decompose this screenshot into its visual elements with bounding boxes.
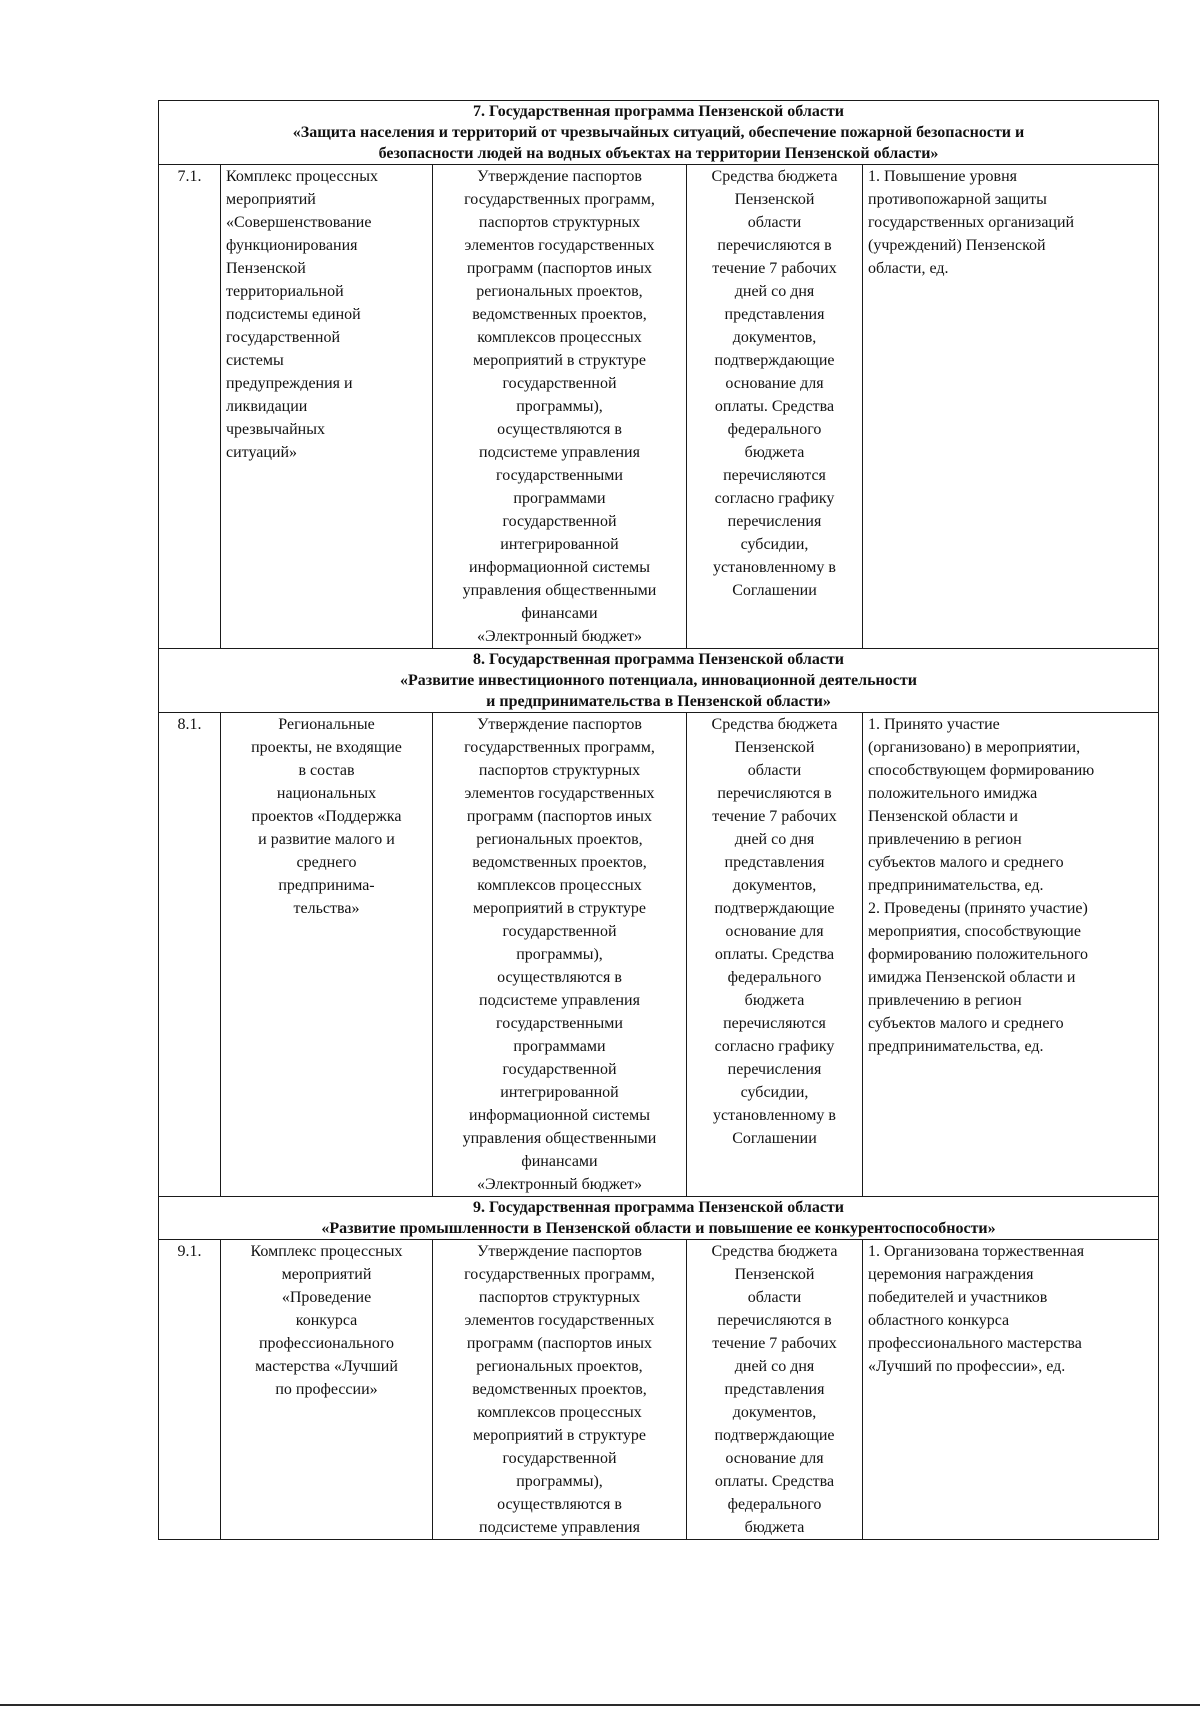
cell-text-line: ведомственных проектов,	[472, 306, 647, 323]
row-number: 7.1.	[159, 165, 221, 649]
cell-text-line: согласно графику	[714, 1038, 835, 1055]
cell-text-line: подтверждающие	[714, 1427, 835, 1444]
cell-text-line: Пензенской	[734, 191, 815, 208]
cell-text-line: Пензенской	[226, 260, 306, 277]
cell-text-line: подсистеме управления	[479, 992, 640, 1009]
cell-text-line: программ (паспортов иных	[466, 808, 653, 825]
cell-text-line: представления	[724, 854, 825, 871]
cell-text-line: способствующем формированию	[868, 762, 1095, 779]
cell-text-line: государственной	[502, 1450, 617, 1467]
cell-text-line: мероприятий	[226, 191, 316, 208]
cell-text-line: течение 7 рабочих	[712, 808, 837, 825]
cell-text-line: осуществляются в	[497, 421, 622, 438]
cell-text-line: предпринима-	[278, 877, 375, 894]
cell-text-line: Утверждение паспортов	[477, 168, 642, 185]
cell-text-line: проекты, не входящие	[251, 739, 402, 756]
cell-text-line: (организовано) в мероприятии,	[868, 739, 1081, 756]
cell-text-line: Утверждение паспортов	[477, 1243, 642, 1260]
cell-text-line: государственными	[496, 467, 623, 484]
cell-text-line: области	[747, 1289, 802, 1306]
cell-text-line: и развитие малого и	[258, 831, 395, 848]
cell-text-line: государственной	[502, 513, 617, 530]
cell-text-line: ситуаций»	[226, 444, 298, 461]
cell-text-line: имиджа Пензенской области и	[868, 969, 1076, 986]
cell-text-line: подсистеме управления	[479, 1519, 640, 1536]
cell-text-line: Утверждение паспортов	[477, 716, 642, 733]
row-number: 8.1.	[159, 713, 221, 1197]
cell-text-line: программами	[513, 490, 606, 507]
cell-text-line: положительного имиджа	[868, 785, 1038, 802]
cell-text-line: Средства бюджета	[711, 716, 838, 733]
cell-text-line: федерального	[727, 969, 822, 986]
cell-text-line: Пензенской	[734, 1266, 815, 1283]
cell-text-line: оплаты. Средства	[714, 1473, 835, 1490]
cell-text-line: установленному в	[713, 1107, 836, 1124]
program-title-line: «Защита населения и территорий от чрезвычайных ситуаций, обеспечение пожарной безопасности и	[292, 124, 1025, 141]
cell-text-line: противопожарной защиты	[868, 191, 1047, 208]
cell-text-line: «Электронный бюджет»	[477, 628, 642, 645]
cell-text-line: победителей и участников	[868, 1289, 1048, 1306]
table-row	[159, 713, 1159, 1197]
cell-text-line: государственных программ,	[464, 739, 655, 756]
cell-text-line: региональных проектов,	[476, 283, 643, 300]
program-title	[159, 649, 1159, 713]
funding-cell	[687, 165, 863, 649]
cell-text-line: профессионального мастерства	[868, 1335, 1082, 1352]
cell-text-line: субъектов малого и среднего	[868, 1015, 1064, 1032]
result-cell	[863, 165, 1159, 649]
cell-text-line: согласно графику	[714, 490, 835, 507]
cell-text-line: элементов государственных	[464, 1312, 655, 1329]
cell-text-line: бюджета	[744, 1519, 805, 1536]
cell-text-line: области	[747, 762, 802, 779]
cell-text-line: интегрированной	[500, 536, 619, 553]
programs-table	[158, 100, 1159, 1540]
cell-text-line: государственной	[502, 923, 617, 940]
cell-text-line: управления общественными	[462, 1130, 657, 1147]
cell-text-line: ликвидации	[226, 398, 308, 415]
result-cell	[863, 1240, 1159, 1540]
cell-text-line: ведомственных проектов,	[472, 1381, 647, 1398]
cell-text-line: элементов государственных	[464, 785, 655, 802]
cell-text-line: в состав	[298, 762, 355, 779]
cell-text-line: комплексов процессных	[477, 877, 642, 894]
cell-text-line: представления	[724, 1381, 825, 1398]
cell-text-line: оплаты. Средства	[714, 946, 835, 963]
cell-text-line: документов,	[732, 329, 817, 346]
cell-text-line: представления	[724, 306, 825, 323]
cell-text-line: осуществляются в	[497, 1496, 622, 1513]
cell-text-line: комплексов процессных	[477, 1404, 642, 1421]
cell-text-line: мастерства «Лучший	[255, 1358, 398, 1375]
cell-text-line: оплаты. Средства	[714, 398, 835, 415]
cell-text-line: предпринимательства, ед.	[868, 1038, 1044, 1055]
procedure-cell	[433, 165, 687, 649]
measure-name-cell	[221, 165, 433, 649]
cell-text-line: мероприятий в структуре	[473, 352, 646, 369]
cell-text-line: государственных программ,	[464, 191, 655, 208]
result-cell	[863, 713, 1159, 1197]
cell-text-line: государственных программ,	[464, 1266, 655, 1283]
cell-text-line: основание для	[725, 375, 824, 392]
program-header-row	[159, 649, 1159, 713]
cell-text-line: привлечению в регион	[868, 831, 1022, 848]
cell-text-line: Соглашении	[732, 1130, 817, 1147]
cell-text-line: комплексов процессных	[477, 329, 642, 346]
cell-text-line: субъектов малого и среднего	[868, 854, 1064, 871]
cell-text-line: мероприятий в структуре	[473, 900, 646, 917]
cell-text-line: области	[747, 214, 802, 231]
cell-text-line: проектов «Поддержка	[251, 808, 402, 825]
cell-text-line: программы),	[516, 1473, 603, 1490]
cell-text-line: мероприятия, способствующие	[868, 923, 1081, 940]
cell-text-line: интегрированной	[500, 1084, 619, 1101]
cell-text-line: мероприятий	[281, 1266, 372, 1283]
table-row	[159, 1240, 1159, 1540]
cell-text-line: системы	[226, 352, 284, 369]
cell-text-line: государственных организаций	[868, 214, 1075, 231]
program-header-row	[159, 1197, 1159, 1240]
cell-text-line: течение 7 рабочих	[712, 1335, 837, 1352]
cell-text-line: информационной системы	[469, 559, 650, 576]
cell-text-line: региональных проектов,	[476, 831, 643, 848]
cell-text-line: «Проведение	[281, 1289, 372, 1306]
program-title-line: 7. Государственная программа Пензенской области	[472, 103, 844, 120]
cell-text-line: дней со дня	[734, 831, 815, 848]
cell-text-line: тельства»	[293, 900, 360, 917]
cell-text-line: программами	[513, 1038, 606, 1055]
programs-table-body	[159, 101, 1159, 1540]
cell-text-line: финансами	[521, 605, 598, 622]
cell-text-line: перечисляются в	[717, 237, 832, 254]
row-number: 9.1.	[159, 1240, 221, 1540]
cell-text-line: Средства бюджета	[711, 168, 838, 185]
cell-text-line: среднего	[296, 854, 357, 871]
cell-text-line: финансами	[521, 1153, 598, 1170]
program-title-line: и предпринимательства в Пензенской области»	[486, 693, 831, 710]
table-row	[159, 165, 1159, 649]
cell-text-line: 2. Проведены (принято участие)	[868, 900, 1088, 917]
procedure-cell	[433, 1240, 687, 1540]
cell-text-line: дней со дня	[734, 283, 815, 300]
cell-text-line: элементов государственных	[464, 237, 655, 254]
funding-cell	[687, 1240, 863, 1540]
cell-text-line: подсистеме управления	[479, 444, 640, 461]
cell-text-line: профессионального	[258, 1335, 394, 1352]
cell-text-line: перечисления	[727, 1061, 822, 1078]
cell-text-line: функционирования	[226, 237, 358, 254]
cell-text-line: государственной	[502, 1061, 617, 1078]
cell-text-line: программ (паспортов иных	[466, 1335, 653, 1352]
procedure-cell	[433, 713, 687, 1197]
cell-text-line: федерального	[727, 1496, 822, 1513]
cell-text-line: паспортов структурных	[478, 214, 641, 231]
cell-text-line: государственной	[226, 329, 341, 346]
cell-text-line: подтверждающие	[714, 352, 835, 369]
cell-text-line: государственными	[496, 1015, 623, 1032]
measure-name-cell	[221, 1240, 433, 1540]
cell-text-line: (учреждений) Пензенской	[868, 237, 1046, 254]
program-title-line: «Развитие инвестиционного потенциала, инновационной деятельности	[400, 672, 917, 689]
cell-text-line: перечисления	[727, 513, 822, 530]
cell-text-line: субсидии,	[740, 536, 809, 553]
cell-text-line: федерального	[727, 421, 822, 438]
cell-text-line: субсидии,	[740, 1084, 809, 1101]
cell-text-line: мероприятий в структуре	[473, 1427, 646, 1444]
cell-text-line: 1. Принято участие	[868, 716, 1000, 733]
cell-text-line: документов,	[732, 877, 817, 894]
cell-text-line: чрезвычайных	[226, 421, 325, 438]
cell-text-line: «Лучший по профессии», ед.	[868, 1358, 1066, 1375]
cell-text-line: основание для	[725, 923, 824, 940]
cell-text-line: течение 7 рабочих	[712, 260, 837, 277]
cell-text-line: конкурса	[295, 1312, 358, 1329]
cell-text-line: Комплекс процессных	[226, 168, 378, 185]
cell-text-line: государственной	[502, 375, 617, 392]
cell-text-line: 1. Повышение уровня	[868, 168, 1017, 185]
cell-text-line: программы),	[516, 398, 603, 415]
cell-text-line: программы),	[516, 946, 603, 963]
cell-text-line: Соглашении	[732, 582, 817, 599]
measure-name-cell	[221, 713, 433, 1197]
cell-text-line: перечисляются в	[717, 1312, 832, 1329]
cell-text-line: Пензенской	[734, 739, 815, 756]
cell-text-line: «Электронный бюджет»	[477, 1176, 642, 1193]
cell-text-line: управления общественными	[462, 582, 657, 599]
cell-text-line: перечисляются	[723, 1015, 826, 1032]
cell-text-line: Пензенской области и	[868, 808, 1018, 825]
cell-text-line: дней со дня	[734, 1358, 815, 1375]
cell-text-line: паспортов структурных	[478, 1289, 641, 1306]
program-title-line: 8. Государственная программа Пензенской области	[472, 651, 844, 668]
program-title-line: 9. Государственная программа Пензенской области	[472, 1199, 844, 1216]
cell-text-line: перечисляются	[723, 467, 826, 484]
cell-text-line: предпринимательства, ед.	[868, 877, 1044, 894]
cell-text-line: Региональные	[278, 716, 375, 733]
cell-text-line: программ (паспортов иных	[466, 260, 653, 277]
cell-text-line: ведомственных проектов,	[472, 854, 647, 871]
program-header-row	[159, 101, 1159, 165]
cell-text-line: 1. Организована торжественная	[868, 1243, 1085, 1260]
cell-text-line: формированию положительного	[868, 946, 1088, 963]
cell-text-line: установленному в	[713, 559, 836, 576]
cell-text-line: информационной системы	[469, 1107, 650, 1124]
cell-text-line: Средства бюджета	[711, 1243, 838, 1260]
cell-text-line: национальных	[276, 785, 377, 802]
cell-text-line: подсистемы единой	[226, 306, 361, 323]
cell-text-line: областного конкурса	[868, 1312, 1010, 1329]
cell-text-line: основание для	[725, 1450, 824, 1467]
cell-text-line: паспортов структурных	[478, 762, 641, 779]
cell-text-line: региональных проектов,	[476, 1358, 643, 1375]
funding-cell	[687, 713, 863, 1197]
cell-text-line: территориальной	[226, 283, 344, 300]
cell-text-line: осуществляются в	[497, 969, 622, 986]
program-title	[159, 101, 1159, 165]
program-title-line: «Развитие промышленности в Пензенской области и повышение ее конкурентоспособности»	[321, 1220, 996, 1237]
cell-text-line: области, ед.	[868, 260, 949, 277]
program-title	[159, 1197, 1159, 1240]
cell-text-line: по профессии»	[275, 1381, 378, 1398]
cell-text-line: привлечению в регион	[868, 992, 1022, 1009]
cell-text-line: Комплекс процессных	[250, 1243, 403, 1260]
cell-text-line: бюджета	[744, 444, 805, 461]
page-bottom-rule	[0, 1704, 1200, 1706]
cell-text-line: бюджета	[744, 992, 805, 1009]
cell-text-line: перечисляются в	[717, 785, 832, 802]
program-title-line: безопасности людей на водных объектах на территории Пензенской области»	[378, 145, 939, 162]
cell-text-line: церемония награждения	[868, 1266, 1034, 1283]
cell-text-line: «Совершенствование	[226, 214, 372, 231]
cell-text-line: подтверждающие	[714, 900, 835, 917]
cell-text-line: документов,	[732, 1404, 817, 1421]
cell-text-line: предупреждения и	[226, 375, 353, 392]
